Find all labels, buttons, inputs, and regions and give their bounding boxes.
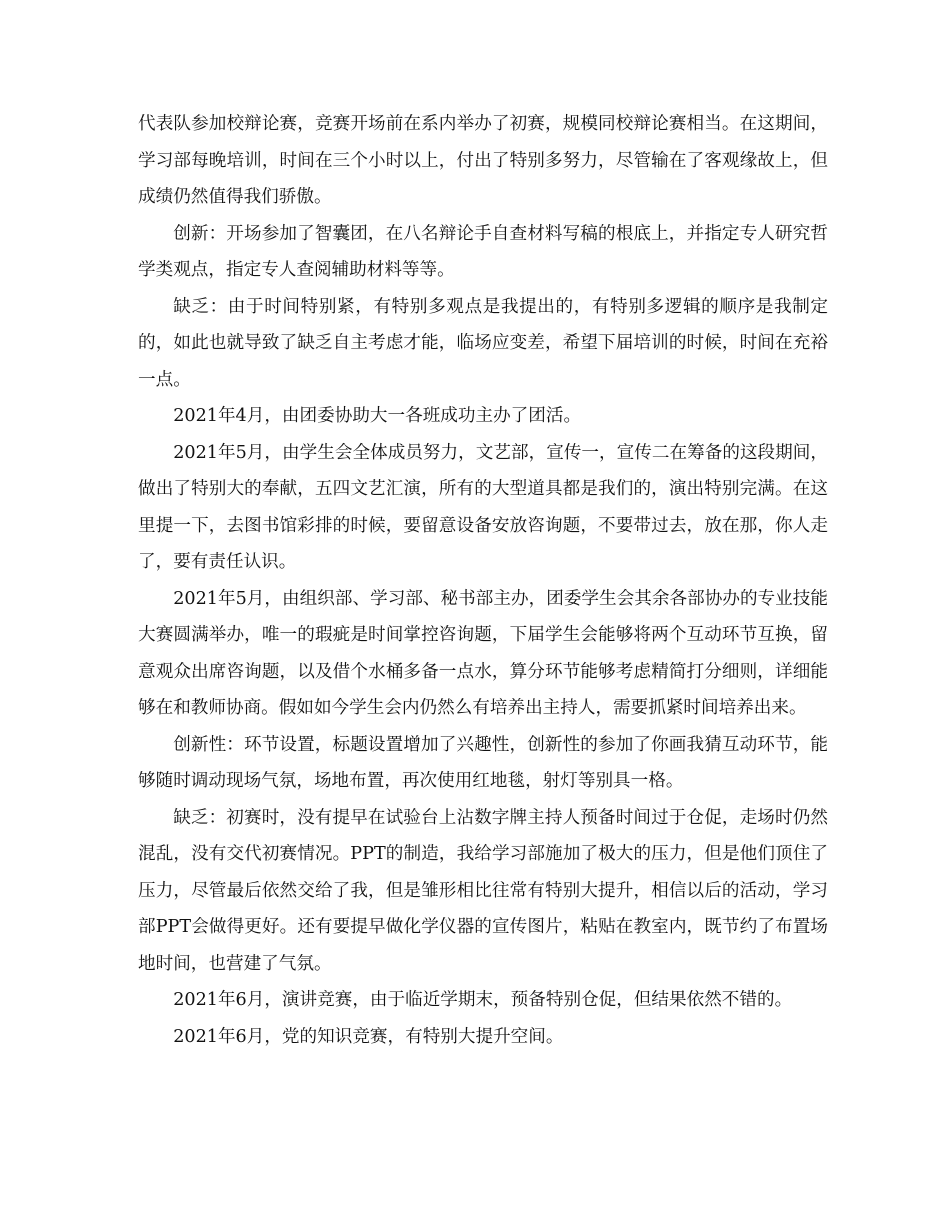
paragraph-4: 2021年4月，由团委协助大一各班成功主办了团活。 xyxy=(173,406,582,426)
paragraph-9: 2021年6月，演讲竞赛，由于临近学期末，预备特别仓促，但结果依然不错的。 xyxy=(173,990,793,1010)
paragraph-7: 创新性：环节设置，标题设置增加了兴趣性，创新性的参加了你画我猜互动环节，能够随时调动现场气氛，场地布置，再次使用红地毯，射灯等别具一格。 xyxy=(138,734,828,791)
paragraph-8: 缺乏：初赛时，没有提早在试验台上沾数字牌主持人预备时间过于仓促，走场时仍然混乱，没有交代初赛情况。PPT的制造，我给学习部施加了极大的压力，但是他们顶住了压力，尽管最后依然交给了我，但是雏形相比往常有特别大提升，相信以后的活动，学习部PPT会做得更好。还有要提早做化学仪器的宣传图片，粘贴在教室内，既节约了布置场地时间，也营建了气氛。 xyxy=(138,807,828,974)
paragraph-10: 2021年6月，党的知识竞赛，有特别大提升空间。 xyxy=(173,1026,564,1047)
paragraph-1: 代表队参加校辩论赛，竞赛开场前在系内举办了初赛，规模同校辩论赛相当。在这期间，学习部每晚培训，时间在三个小时以上，付出了特别多努力，尽管输在了客观缘故上，但成绩仍然值得我们骄傲。 xyxy=(138,114,828,207)
paragraph-3: 缺乏：由于时间特别紧，有特别多观点是我提出的，有特别多逻辑的顺序是我制定的，如此也就导致了缺乏自主考虑才能，临场应变差，希望下届培训的时候，时间在充裕一点。 xyxy=(138,296,828,390)
document-body xyxy=(138,106,828,1055)
paragraph-5: 2021年5月，由学生会全体成员努力，文艺部，宣传一，宣传二在筹备的这段期间，做出了特别大的奉献，五四文艺汇演，所有的大型道具都是我们的，演出特别完满。在这里提一下，去图书馆彩排的时候，要留意设备安放咨询题，不要带过去，放在那，你人走了，要有责任认识。 xyxy=(138,442,828,572)
paragraph-6: 2021年5月，由组织部、学习部、秘书部主办，团委学生会其余各部协办的专业技能大赛圆满举办，唯一的瑕疵是时间掌控咨询题，下届学生会能够将两个互动环节互换，留意观众出席咨询题，以及借个水桶多备一点水，算分环节能够考虑精简打分细则，详细能够在和教师协商。假如如今学生会内仍然么有培养出主持人，需要抓紧时间培养出来。 xyxy=(138,588,828,718)
paragraph-2: 创新：开场参加了智囊团，在八名辩论手自查材料写稿的根底上，并指定专人研究哲学类观点，指定专人查阅辅助材料等等。 xyxy=(138,223,828,280)
